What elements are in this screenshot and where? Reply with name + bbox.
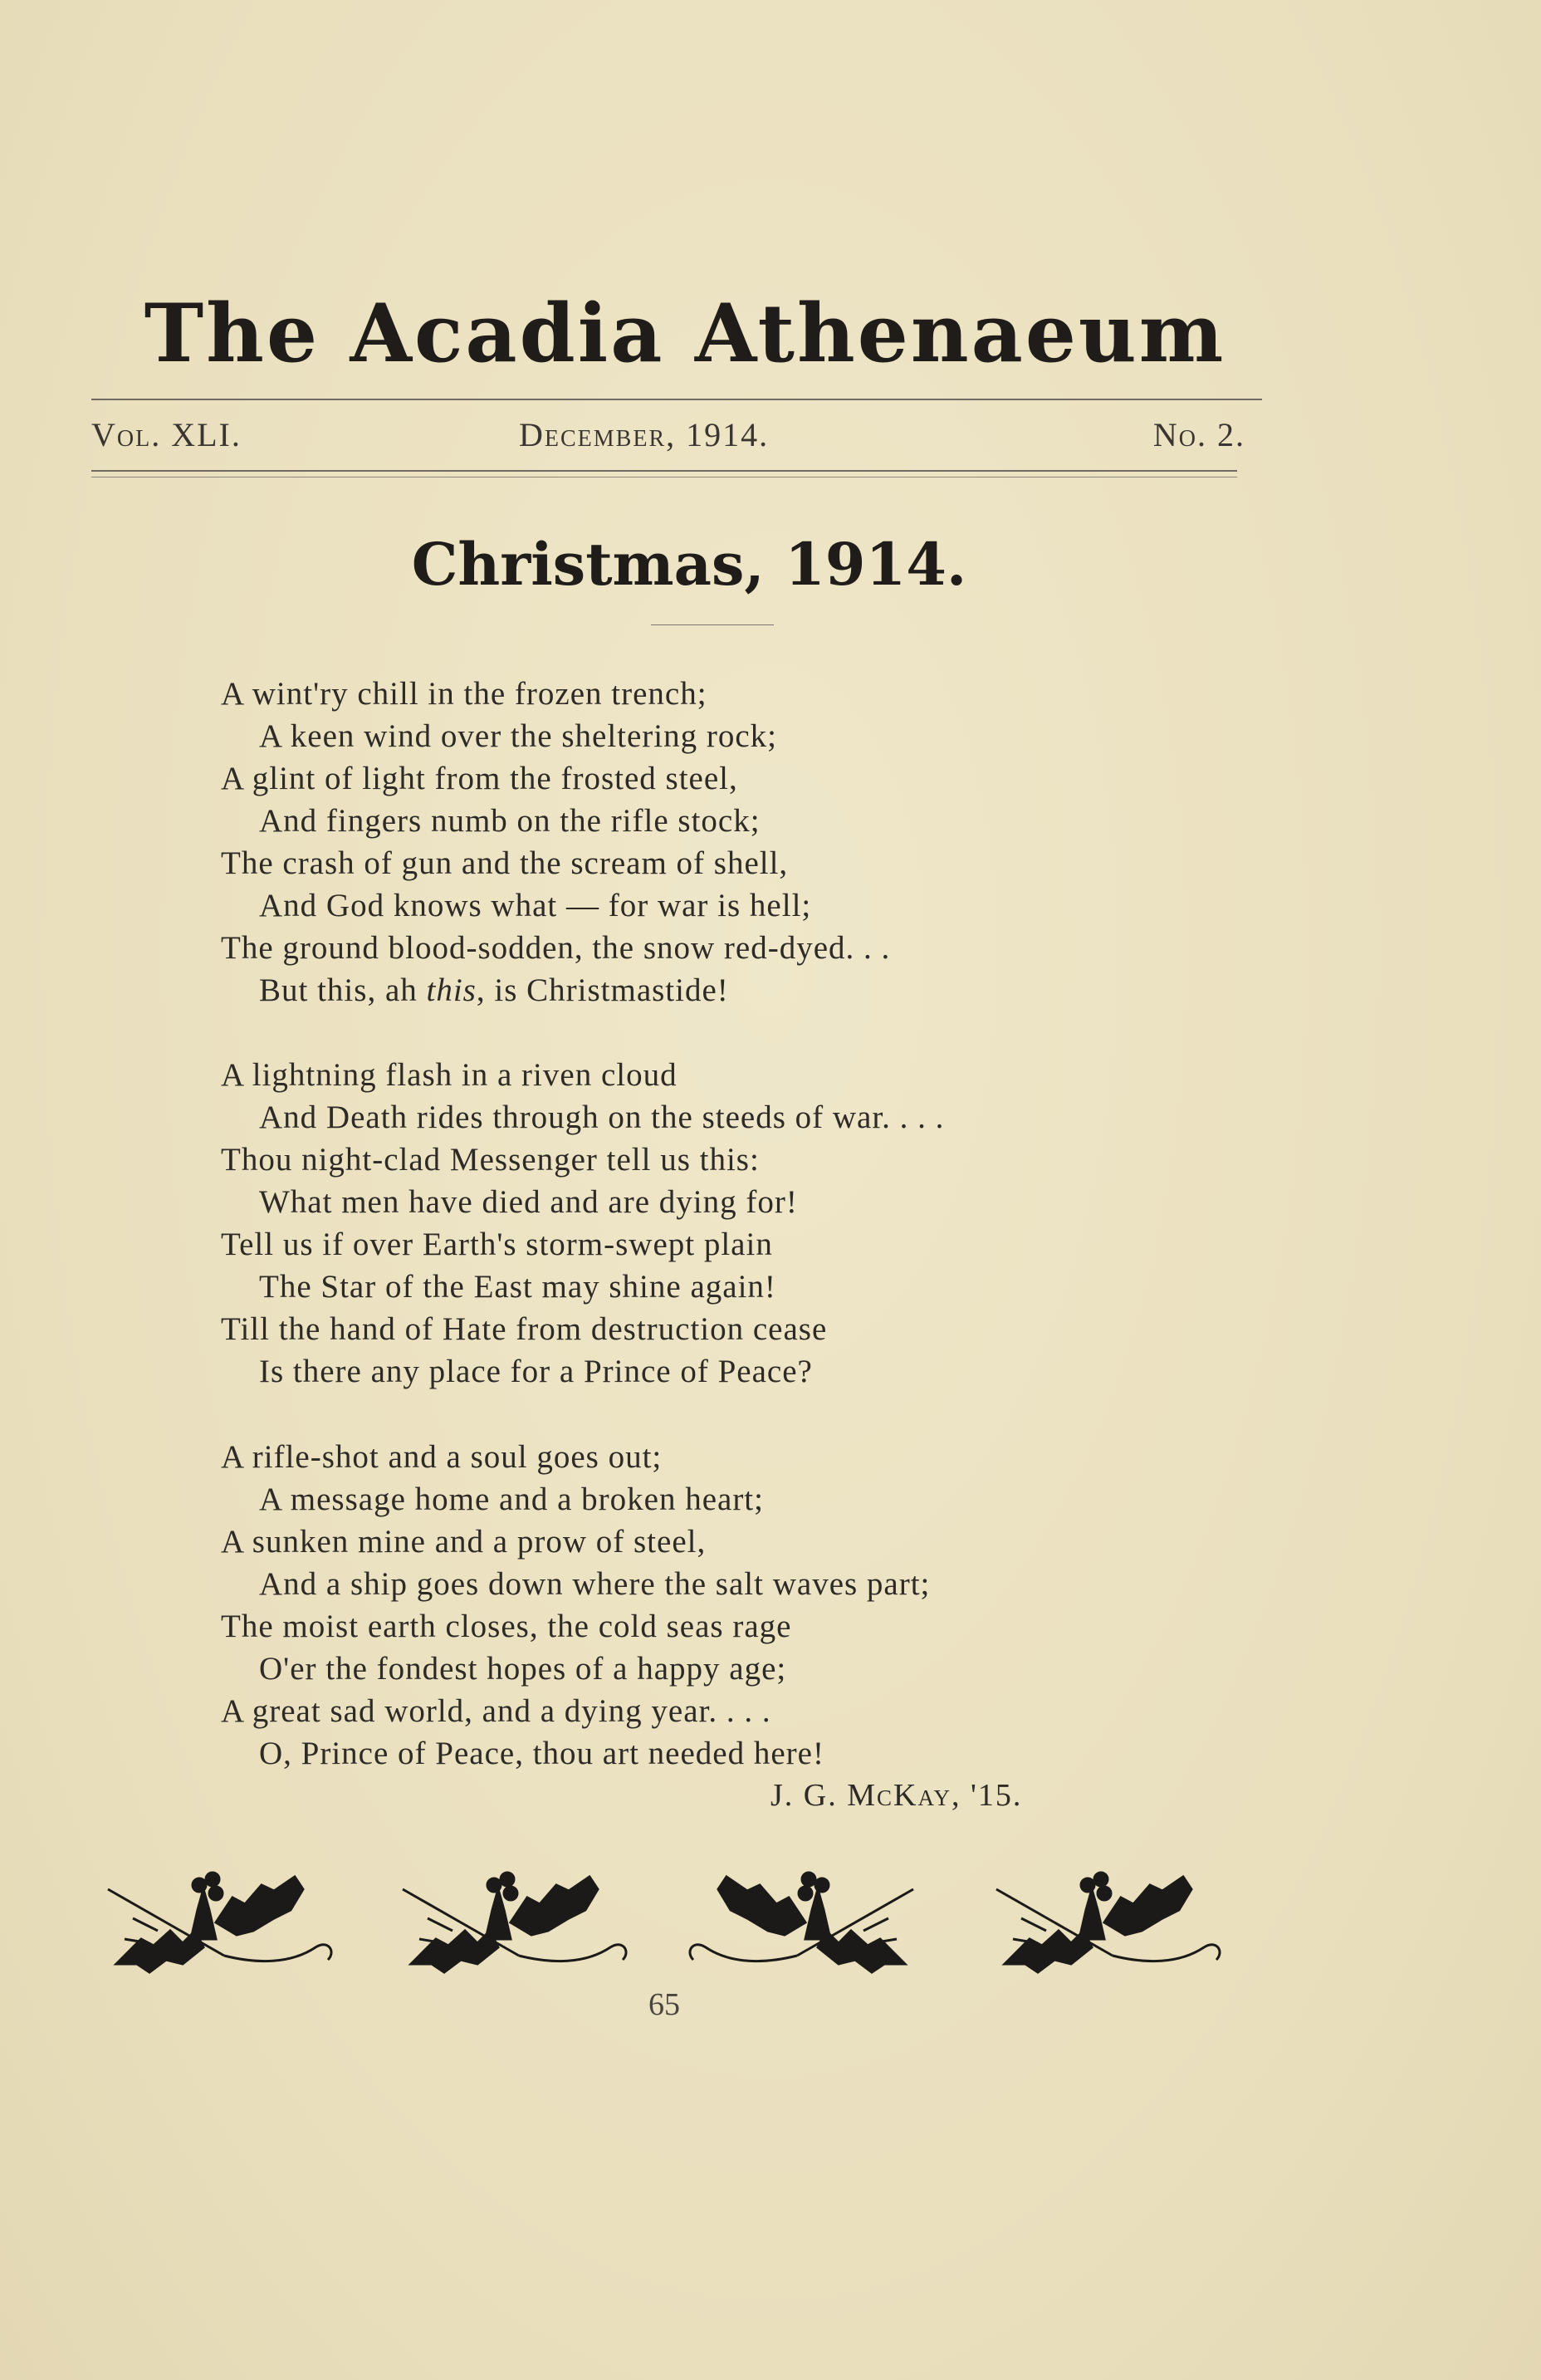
- poem-line: Thou night-clad Messenger tell us this:: [221, 1142, 760, 1178]
- poem-line: What men have died and are dying for!: [259, 1184, 798, 1220]
- poem-line-part: But this, ah: [259, 972, 427, 1008]
- masthead-rule-top: [91, 399, 1262, 400]
- poem-line: The moist earth closes, the cold seas rage: [221, 1609, 792, 1644]
- masthead-rule-double-1: [91, 470, 1237, 472]
- poem-title: Christmas, 1914.: [411, 530, 967, 599]
- poem-line: O'er the fondest hopes of a happy age;: [259, 1651, 787, 1687]
- poem-line: The ground blood-sodden, the snow red-dyed. . .: [221, 930, 891, 966]
- poem-line: [221, 969, 1134, 1011]
- poem-line: A glint of light from the frosted steel,: [221, 761, 738, 796]
- poem-line: And God knows what — for war is hell;: [259, 888, 812, 923]
- poem-line-part: , is Christmastide!: [476, 972, 729, 1008]
- poem-line: A rifle-shot and a soul goes out;: [221, 1439, 663, 1475]
- poem-line: Tell us if over Earth's storm-swept plain: [221, 1227, 773, 1262]
- holly-sprig-icon: [91, 1839, 340, 1989]
- poem-stanza-2: [221, 1054, 1134, 1393]
- poem-line: A wint'ry chill in the frozen trench;: [221, 676, 707, 712]
- poem-line: And Death rides through on the steeds of war. . . .: [259, 1099, 945, 1135]
- poem-line: A great sad world, and a dying year. . . .: [221, 1693, 771, 1729]
- poem-line: The crash of gun and the scream of shell,: [221, 845, 789, 881]
- holly-sprig-icon: [386, 1839, 635, 1989]
- holly-ornament-row: [91, 1839, 1245, 1989]
- poem-stanza-3: [221, 1436, 1134, 1775]
- issue-number: No. 2.: [1152, 416, 1245, 453]
- poem-line: The Star of the East may shine again!: [259, 1269, 776, 1305]
- issue-date: December, 1914.: [519, 416, 770, 453]
- poem-line-emphasis: this: [426, 972, 477, 1008]
- poem-stanza-1: [221, 673, 1134, 1011]
- poem-line: Till the hand of Hate from destruction cease: [221, 1311, 828, 1347]
- poem-line: A keen wind over the sheltering rock;: [259, 718, 777, 754]
- poem-line: A sunken mine and a prow of steel,: [221, 1524, 707, 1560]
- poem-line: Is there any place for a Prince of Peace?: [259, 1354, 813, 1389]
- poem-line: A message home and a broken heart;: [259, 1481, 764, 1517]
- poem-line: And fingers numb on the rifle stock;: [259, 803, 761, 839]
- poem-author: J. G. McKay, '15.: [770, 1778, 1023, 1813]
- poem-line: A lightning flash in a riven cloud: [221, 1057, 678, 1093]
- poem-line: O, Prince of Peace, thou art needed here!: [259, 1736, 824, 1771]
- holly-sprig-icon: [681, 1839, 930, 1989]
- page-number: 65: [648, 1987, 680, 2022]
- holly-sprig-icon: [980, 1839, 1229, 1989]
- title-divider: [651, 624, 774, 625]
- volume-label: Vol. XLI.: [91, 416, 242, 453]
- issue-line: [91, 415, 1245, 465]
- poem-line: And a ship goes down where the salt waves part;: [259, 1566, 931, 1602]
- masthead-title: The Acadia Athenaeum: [144, 286, 1226, 380]
